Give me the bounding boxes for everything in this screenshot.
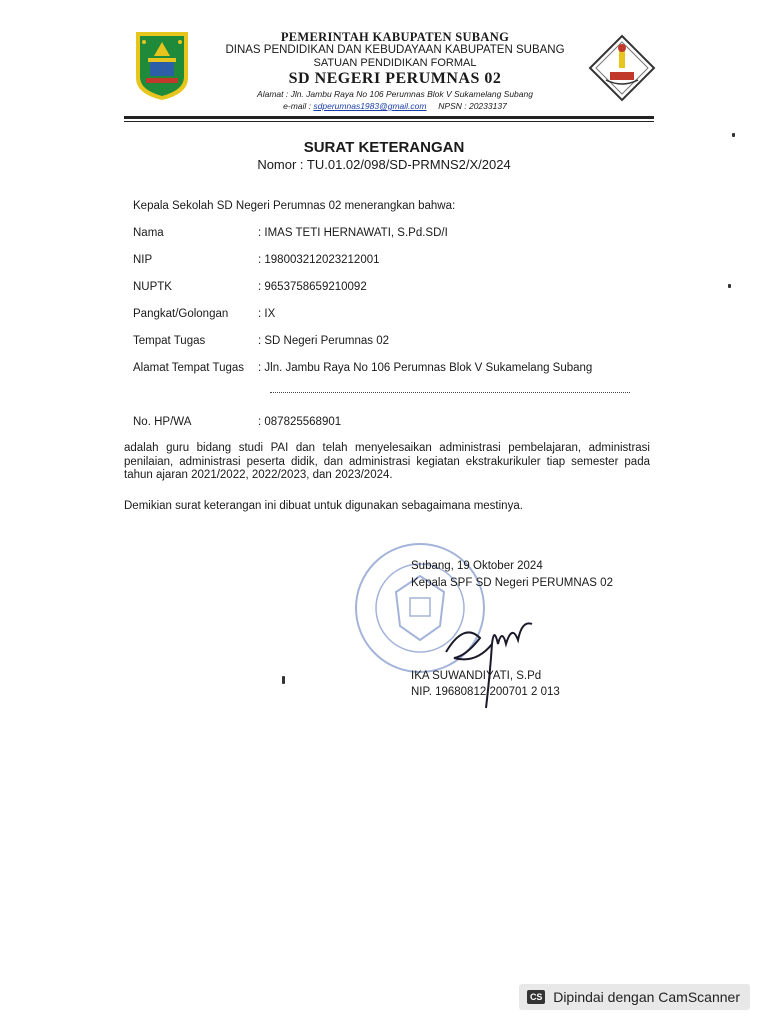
- camscanner-watermark: [519, 984, 750, 1010]
- contact-line: [200, 101, 590, 111]
- statement-paragraph: adalah guru bidang studi PAI dan telah menyelesaikan administrasi pembelajaran, administrasi penilaian, administrasi peserta didik, dan administrasi kegiatan ekstrakurikuler tiap semester pada tahun ajaran 2021/2022, 2022/2023, dan 2023/2024.: [124, 442, 650, 481]
- email-link[interactable]: sdperumnas1983@gmail.com: [313, 101, 427, 111]
- closing-text: Demikian surat keterangan ini dibuat untuk digunakan sebagaimana mestinya.: [124, 500, 523, 512]
- scan-speck: [728, 284, 731, 288]
- field-value-hp: : 087825568901: [258, 416, 342, 428]
- letter-title: SURAT KETERANGAN: [303, 139, 465, 156]
- field-value-nip: : 198003212023212001: [258, 254, 380, 266]
- field-value-nuptk: : 9653758659210092: [258, 281, 367, 293]
- signature-place-date: Subang, 19 Oktober 2024: [411, 560, 543, 572]
- field-value-nama: : IMAS TETI HERNAWATI, S.Pd.SD/I: [258, 227, 448, 239]
- scan-speck: [732, 133, 735, 137]
- field-label-pangkat: Pangkat/Golongan: [133, 308, 229, 320]
- field-label-nama: Nama: [133, 227, 164, 239]
- field-label-tempat-tugas: Tempat Tugas: [133, 335, 206, 347]
- school-address: Alamat : Jln. Jambu Raya No 106 Perumnas Blok V Sukamelang Subang: [257, 89, 533, 99]
- header-rule-thin: [124, 121, 654, 122]
- signature-position: Kepala SPF SD Negeri PERUMNAS 02: [411, 577, 613, 589]
- field-label-nip: NIP: [133, 254, 153, 266]
- signer-name: IKA SUWANDIYATI, S.Pd: [411, 670, 542, 682]
- dotted-line: [270, 392, 630, 393]
- field-label-alamat-tugas: Alamat Tempat Tugas: [133, 362, 245, 374]
- header-rule-thick: [124, 116, 654, 119]
- field-value-pangkat: : IX: [258, 308, 276, 320]
- email-label: e-mail :: [283, 101, 312, 111]
- signer-nip: NIP. 19680812 200701 2 013: [411, 686, 560, 698]
- field-value-alamat-tugas: : Jln. Jambu Raya No 106 Perumnas Blok V Sukamelang Subang: [258, 362, 593, 374]
- scan-speck: [282, 676, 285, 684]
- government-name: PEMERINTAH KABUPATEN SUBANG: [280, 30, 510, 44]
- camscanner-text: Dipindai dengan CamScanner: [553, 989, 740, 1005]
- department-name: DINAS PENDIDIKAN DAN KEBUDAYAAN KABUPATEN SUBANG: [225, 44, 565, 56]
- intro-text: Kepala Sekolah SD Negeri Perumnas 02 menerangkan bahwa:: [133, 200, 456, 212]
- kabupaten-logo-icon: [132, 28, 192, 102]
- npsn: NPSN : 20233137: [438, 101, 507, 111]
- school-logo-icon: [588, 34, 656, 102]
- field-value-tempat-tugas: : SD Negeri Perumnas 02: [258, 335, 390, 347]
- letter-number: Nomor : TU.01.02/098/SD-PRMNS2/X/2024: [257, 157, 511, 172]
- camscanner-logo-icon: CS: [527, 990, 545, 1004]
- field-label-hp: No. HP/WA: [133, 416, 192, 428]
- unit-name: SATUAN PENDIDIKAN FORMAL: [313, 57, 477, 69]
- field-label-nuptk: NUPTK: [133, 281, 172, 293]
- school-name: SD NEGERI PERUMNAS 02: [288, 70, 502, 87]
